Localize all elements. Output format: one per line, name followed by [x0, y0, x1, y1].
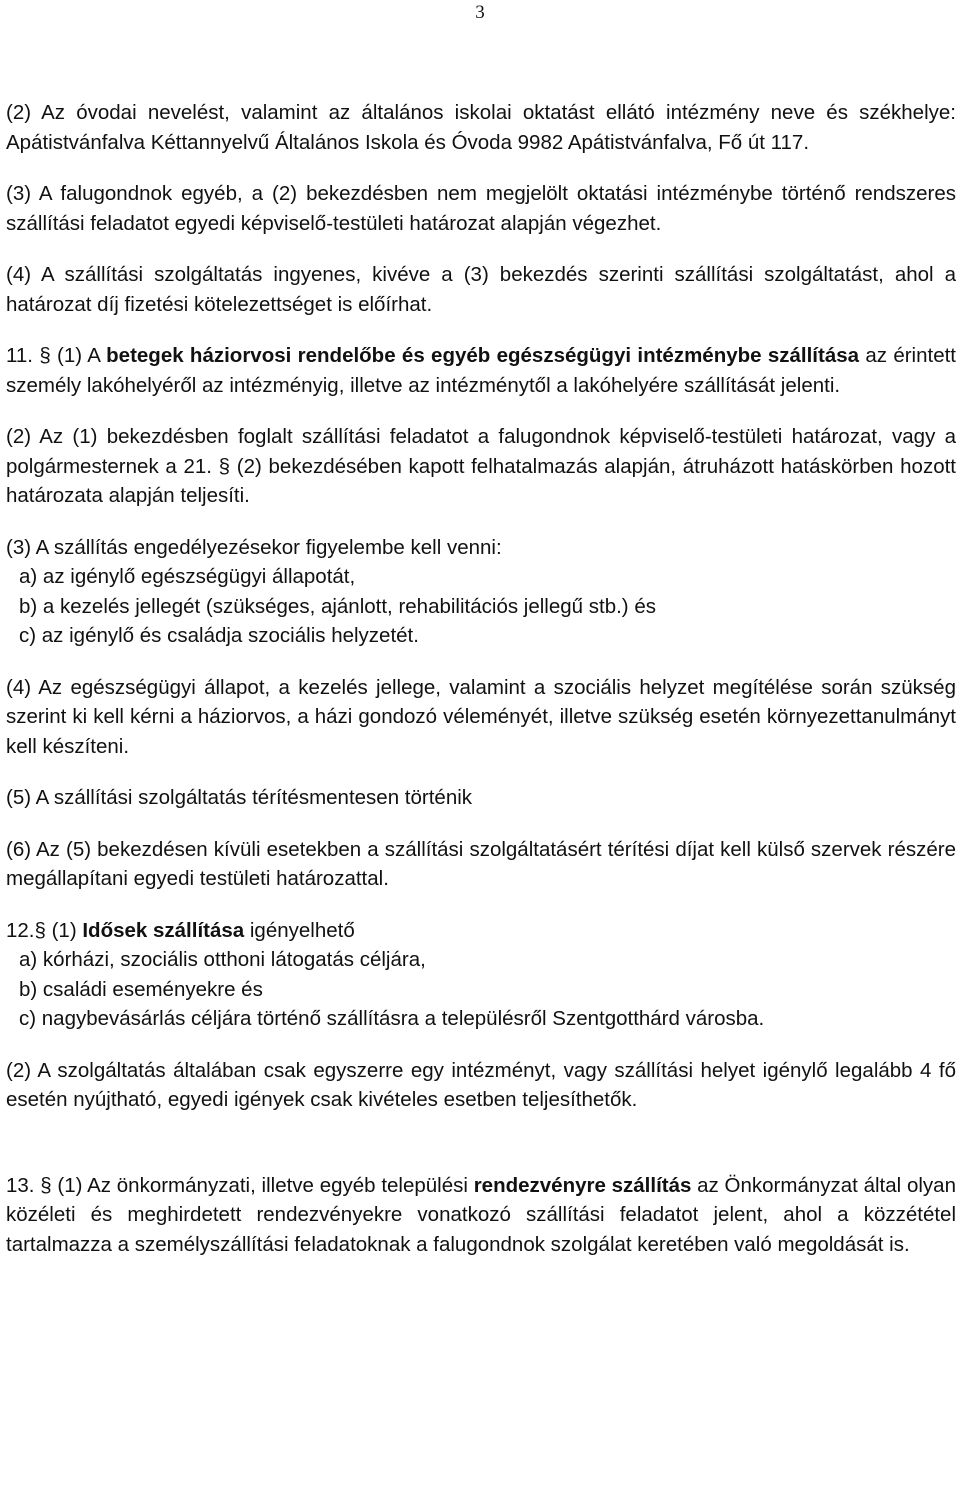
elderly-transport-list	[6, 945, 956, 1034]
section-mark: §	[40, 1173, 52, 1197]
section-mark: §	[39, 344, 51, 367]
section-11-paragraph-3-intro: (3) A szállítás engedélyezésekor figyelembe kell venni:	[6, 535, 502, 559]
paragraph-school-name: (2) Az óvodai nevelést, valamint az általános iskolai oktatást ellátó intézmény neve és székhelye: Apátistvánfalva Kéttannyelvű Általános Iskola és Óvoda 9982 Apátistvánfalva, Fő út 117.	[6, 101, 956, 154]
section-number: 12.	[6, 918, 35, 942]
section-11-paragraph-1: 11. § (1) A betegek háziorvosi rendelőbe és egyéb egészségügyi intézménybe szállítása az érintett személy lakóhelyéről az intézményig, illetve az intézménytől a lakóhelyére szállítását jelenti.	[6, 344, 956, 397]
section-11-bold-title: betegek háziorvosi rendelőbe és egyéb egészségügyi intézménybe szállítása	[106, 344, 860, 367]
section-12-bold-title: Idősek szállítása	[82, 918, 245, 942]
section-mark: §	[218, 454, 231, 478]
section-11-paragraph-6: (6) Az (5) bekezdésen kívüli esetekben a szállítási szolgáltatásért térítési díjat kell külső szervek részére megállapítani egyedi testületi határozattal.	[6, 837, 956, 890]
document-body	[6, 98, 956, 1281]
section-number: 13.	[6, 1173, 35, 1197]
section-13-bold-title: rendezvényre szállítás	[473, 1173, 692, 1197]
list-item: a) az igénylő egészségügyi állapotát,	[19, 565, 356, 588]
section-11-paragraph-4: (4) Az egészségügyi állapot, a kezelés jellege, valamint a szociális helyzet megítélése során szükség szerint ki kell kérni a háziorvos, a házi gondozó véleményét, illetve szükség esetén környezettanulmányt kell készíteni.	[6, 675, 956, 758]
section-11-paragraph-2: (2) Az (1) bekezdésben foglalt szállítási feladatot a falugondnok képviselő-testületi határozat, vagy a polgármesternek a 21. § (2) bekezdésében kapott felhatalmazás alapján, átruházott hatáskörben hozott határozata alapján teljesíti.	[6, 425, 956, 507]
section-12-paragraph-1-intro: 12.§ (1) Idősek szállítása igényelhető	[6, 918, 355, 942]
criteria-list	[6, 562, 956, 651]
section-number: 11.	[6, 344, 33, 367]
page-number: 3	[475, 2, 485, 23]
list-item: b) a kezelés jellegét (szükséges, ajánlott, rehabilitációs jellegű stb.) és	[19, 594, 656, 618]
list-item: a) kórházi, szociális otthoni látogatás céljára,	[19, 948, 426, 971]
section-mark: §	[34, 918, 46, 942]
paragraph-free-service: (4) A szállítási szolgáltatás ingyenes, kivéve a (3) bekezdés szerinti szállítási szolgáltatást, ahol a határozat díj fizetési kötelezettséget is előírhat.	[6, 263, 956, 316]
list-item: c) nagybevásárlás céljára történő szállításra a településről Szentgotthárd városba.	[19, 1007, 765, 1030]
section-11-paragraph-5: (5) A szállítási szolgáltatás térítésmentesen történik	[6, 786, 473, 809]
list-item: b) családi eseményekre és	[19, 977, 263, 1001]
section-12-paragraph-2: (2) A szolgáltatás általában csak egyszerre egy intézményt, vagy szállítási helyet igénylő legalább 4 fő esetén nyújtható, egyedi igények csak kivételes esetben teljesíthetők.	[6, 1058, 956, 1111]
spacer	[6, 1137, 956, 1171]
section-13-paragraph-1: 13. § (1) Az önkormányzati, illetve egyéb települési rendezvényre szállítás az Önkormányzat által olyan közéleti és meghirdetett rendezvényekre vonatkozó szállítási feladatot jelent, ahol a közzététel tartalmazza a személyszállítási feladatoknak a falugondnok szolgálat keretében való megoldását is.	[6, 1173, 956, 1256]
list-item: c) az igénylő és családja szociális helyzetét.	[19, 624, 419, 647]
paragraph-other-institution-transport: (3) A falugondnok egyéb, a (2) bekezdésben nem megjelölt oktatási intézménybe történő rendszeres szállítási feladatot egyedi képviselő-testületi határozat alapján végezhet.	[6, 182, 956, 235]
